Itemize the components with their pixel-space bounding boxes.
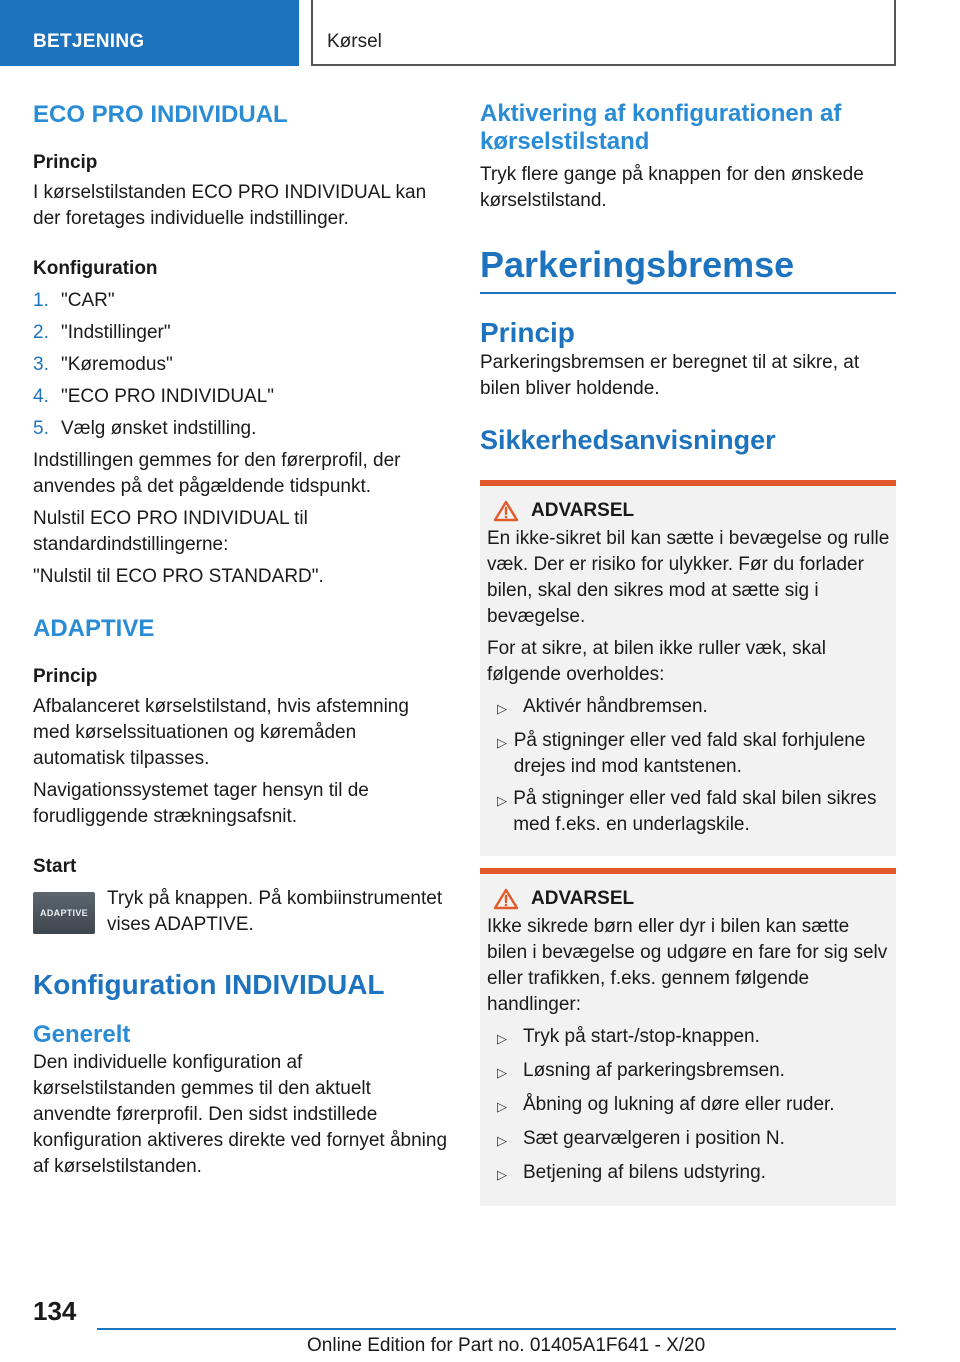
eco-paragraph-1: Indstillingen gemmes for den førerprofil, der anvendes på det pågældende tidspunkt. — [33, 450, 401, 497]
bullet-triangle-icon: ▷ — [497, 1099, 507, 1114]
warning-title: ADVARSEL — [531, 500, 635, 521]
warning-box-1 — [480, 480, 896, 856]
bullet-triangle-icon: ▷ — [497, 735, 507, 750]
eco-princip-heading: Princip — [33, 152, 98, 173]
aktivering-title: Aktivering af konfigurationen af kørselstilstand — [480, 100, 842, 155]
park-princip-text: Parkeringsbremsen er beregnet til at sikre, at bilen bliver holdende. — [480, 352, 860, 399]
bullet-triangle-icon: ▷ — [497, 1031, 507, 1046]
page-number: 134 — [33, 1296, 77, 1326]
adaptive-princip-heading: Princip — [33, 666, 98, 687]
bullet-triangle-icon: ▷ — [497, 793, 507, 808]
generelt-heading: Generelt — [33, 1021, 131, 1048]
list-item: ▷ Åbning og lukning af døre eller ruder. — [497, 1092, 890, 1120]
list-item: 4. "ECO PRO INDIVIDUAL" — [33, 386, 275, 407]
list-item: ▷ Tryk på start-/stop-knappen. — [497, 1024, 890, 1052]
warning-2-list — [497, 1024, 890, 1188]
warning-1-paragraph-1: En ikke-sikret bil kan sætte i bevægelse og rulle væk. Der er risiko for ulykker. Før du forlader bilen, skal den sikres mod at sætte sig i bevægelse. — [487, 528, 890, 627]
konfiguration-individual-title: Konfiguration INDIVIDUAL — [33, 969, 385, 1000]
start-row — [33, 886, 448, 938]
list-item: ▷ Aktivér håndbremsen. — [497, 694, 890, 722]
footer-rule — [97, 1328, 896, 1330]
bullet-triangle-icon: ▷ — [497, 1133, 507, 1148]
list-item: 1. "CAR" — [33, 290, 115, 311]
adaptive-paragraph-2: Navigationssystemet tager hensyn til de forudliggende strækningsafsnit. — [33, 780, 369, 827]
eco-konfiguration-heading: Konfiguration — [33, 258, 158, 279]
eco-paragraph-3: "Nulstil til ECO PRO STANDARD". — [33, 566, 324, 587]
list-item: 3. "Køremodus" — [33, 354, 173, 375]
right-column — [480, 100, 896, 1206]
list-item: 2. "Indstillinger" — [33, 322, 171, 343]
warning-triangle-icon — [493, 888, 519, 910]
left-column — [33, 100, 448, 1180]
list-item: ▷ På stigninger eller ved fald skal forhjulene drejes ind mod kantstenen. — [497, 728, 890, 780]
warning-2-paragraph-1: Ikke sikrede børn eller dyr i bilen kan sætte bilen i bevægelse og udgøre en fare for sig selv eller trafikken, f.eks. gennem følgende handlinger: — [487, 916, 888, 1015]
parkeringsbremse-title: Parkeringsbremse — [480, 244, 795, 285]
warning-1-list — [497, 694, 890, 838]
adaptive-button-icon: ADAPTIVE — [33, 892, 95, 934]
eco-title: ECO PRO INDIVIDUAL — [33, 101, 288, 128]
bullet-triangle-icon: ▷ — [497, 1167, 507, 1182]
adaptive-paragraph-1: Afbalanceret kørselstilstand, hvis afstemning med kørselssituationen og køremåden automatisk tilpasses. — [33, 696, 409, 769]
eco-paragraph-2: Nulstil ECO PRO INDIVIDUAL til standardindstillingerne: — [33, 508, 308, 555]
adaptive-title: ADAPTIVE — [33, 615, 155, 642]
start-text: Tryk på knappen. På kombiinstrumentet vises ADAPTIVE. — [107, 888, 443, 935]
generelt-text: Den individuelle konfiguration af kørselstilstanden gemmes til den aktuelt anvendte førerprofil. Den sidst indstillede konfiguration aktiveres direkte ved fornyet åbning af kørselstilstanden. — [33, 1052, 448, 1177]
aktivering-text: Tryk flere gange på knappen for den ønskede kørselstilstand. — [480, 164, 864, 211]
warning-1-paragraph-2: For at sikre, at bilen ikke ruller væk, skal følgende overholdes: — [487, 638, 826, 685]
page-header — [0, 0, 960, 66]
bullet-triangle-icon: ▷ — [497, 701, 507, 716]
start-heading: Start — [33, 856, 77, 877]
chapter-tab: Kørsel — [311, 0, 896, 66]
list-item: 5. Vælg ønsket indstilling. — [33, 418, 257, 439]
warning-triangle-icon — [493, 500, 519, 522]
title-rule — [480, 292, 896, 294]
eco-steps-list — [33, 288, 448, 442]
park-princip-heading: Princip — [480, 317, 575, 348]
sikkerhed-title: Sikkerhedsanvisninger — [480, 425, 776, 455]
warning-box-2 — [480, 868, 896, 1206]
list-item: ▷ Betjening af bilens udstyring. — [497, 1160, 890, 1188]
eco-princip-text: I kørselstilstanden ECO PRO INDIVIDUAL kan der foretages individuelle indstillinger. — [33, 182, 427, 229]
list-item: ▷ På stigninger eller ved fald skal bilen sikres med f.eks. en underlagskile. — [497, 786, 890, 838]
list-item: ▷ Sæt gearvælgeren i position N. — [497, 1126, 890, 1154]
warning-title: ADVARSEL — [531, 888, 635, 909]
bullet-triangle-icon: ▷ — [497, 1065, 507, 1080]
list-item: ▷ Løsning af parkeringsbremsen. — [497, 1058, 890, 1086]
section-tab: BETJENING — [0, 0, 299, 66]
footer-edition: Online Edition for Part no. 01405A1F641 - X/20 — [307, 1335, 706, 1356]
